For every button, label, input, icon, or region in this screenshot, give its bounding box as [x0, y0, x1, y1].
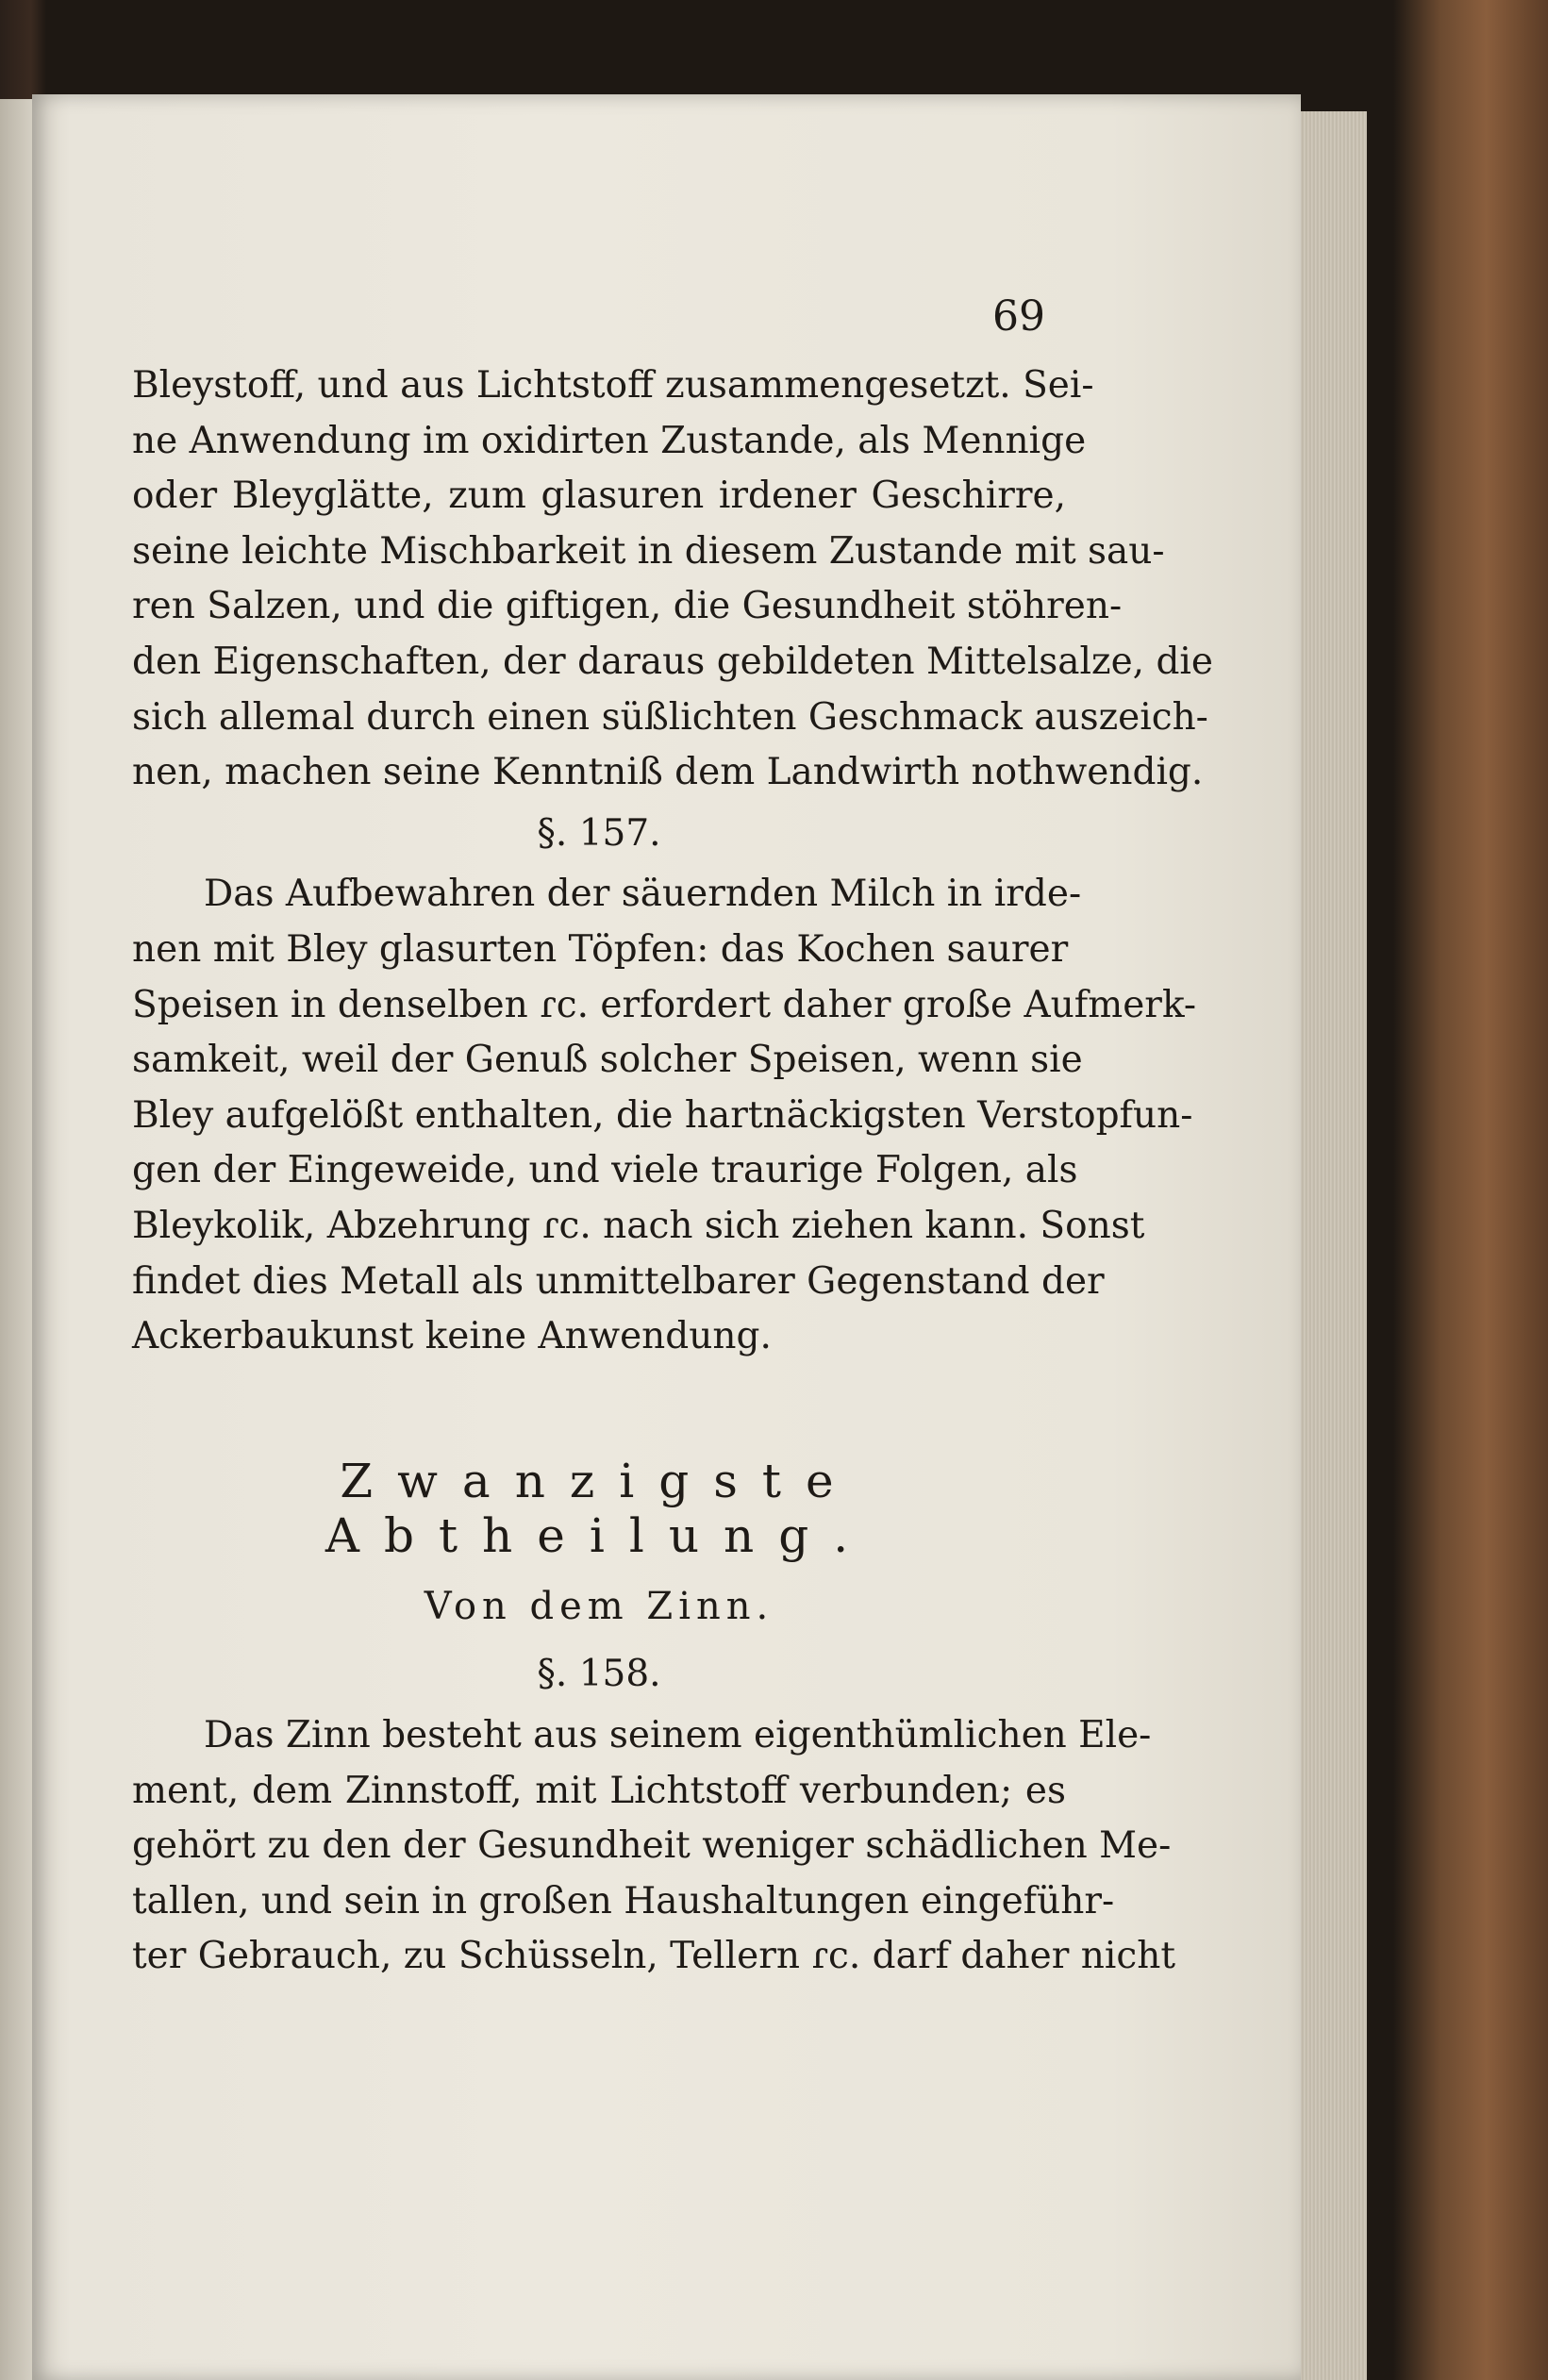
text-line: den Eigenschaften, der daraus gebildeten Mittelsalze, die [132, 640, 1213, 683]
text-line: gen der Eingeweide, und viele traurige Folgen, als [132, 1149, 1078, 1192]
text-line: Ackerbaukunst keine Anwendung. [132, 1315, 772, 1358]
text-line: Das Aufbewahren der säuernden Milch in irde- [204, 873, 1082, 916]
text-line: ment, dem Zinnstoff, mit Lichtstoff verbunden; es [132, 1769, 1066, 1812]
text-line: tallen, und sein in großen Haushaltungen eingeführ- [132, 1879, 1115, 1922]
text-line: Bleystoff, und aus Lichtstoff zusammengesetzt. Sei- [132, 364, 1094, 407]
text-line: nen, machen seine Kenntniß dem Landwirth nothwendig. [132, 751, 1204, 794]
section-heading-157: §. 157. [537, 811, 661, 855]
text-line: seine leichte Mischbarkeit in diesem Zustande mit sau- [132, 529, 1165, 573]
page-text [132, 283, 1213, 1985]
text-line: samkeit, weil der Genuß solcher Speisen, wenn sie [132, 1039, 1083, 1082]
text-line: oder Bleyglätte, zum glasuren irdener Geschirre, [132, 474, 1066, 518]
text-line: sich allemal durch einen süßlichten Geschmack auszeich- [132, 695, 1208, 739]
text-line: Bleykolik, Abzehrung ɾc. nach sich ziehen kann. Sonst [132, 1204, 1145, 1247]
text-line: Das Zinn besteht aus seinem eigenthümlichen Ele- [204, 1714, 1152, 1757]
page-number: 69 [992, 292, 1045, 341]
text-line: ren Salzen, und die giftigen, die Gesundheit stöhren- [132, 585, 1123, 628]
section-heading-158: §. 158. [537, 1653, 661, 1696]
text-line: ne Anwendung im oxidirten Zustande, als Mennige [132, 419, 1087, 462]
text-line: Speisen in denselben ɾc. erfordert daher große Aufmerk- [132, 983, 1197, 1026]
paragraph-3 [132, 1708, 1176, 1985]
chapter-title: Zwanzigste Abtheilung. [325, 1453, 874, 1564]
text-line: gehört zu den der Gesundheit weniger schädlichen Me- [132, 1824, 1172, 1868]
paragraph-1 [132, 358, 1213, 801]
page-stack-edge [1301, 111, 1367, 2380]
text-line: ter Gebrauch, zu Schüsseln, Tellern ɾc. darf daher nicht [132, 1935, 1176, 1978]
text-line: findet dies Metall als unmittelbarer Gegenstand der [132, 1259, 1105, 1303]
text-line: Bley aufgelößt enthalten, die hartnäckigsten Verstopfun- [132, 1093, 1193, 1137]
paragraph-2 [132, 867, 1197, 1364]
text-line: nen mit Bley glasurten Töpfen: das Kochen saurer [132, 927, 1069, 971]
chapter-subtitle: Von dem Zinn. [424, 1584, 774, 1628]
